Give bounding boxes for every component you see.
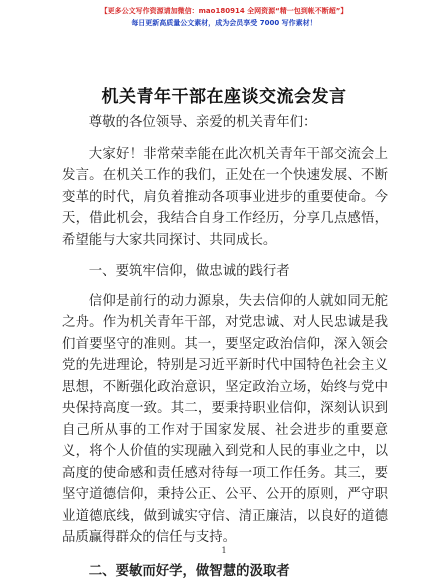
promo-banner — [0, 6, 448, 28]
intro-paragraph: 大家好！非常荣幸能在此次机关青年干部交流会上发言。在机关工作的我们，正处在一个快速发展、不断变革的时代，肩负着推动各项事业进步的重要使命。今天，借此机会，我结合自身工作经历，分享几点感悟，希望能与大家共同探讨、共同成长。 — [62, 144, 388, 252]
salutation: 尊敬的各位领导、亲爱的机关青年们： — [62, 112, 388, 134]
promo-banner-line-1: 【更多公文写作资源请加微信：mao180914 全网资源“精一包到帐不断超”】 — [0, 6, 448, 16]
document-body — [62, 112, 388, 582]
promo-banner-line-2: 每日更新高质量公文素材，成为会员享受 7000 写作素材！ — [0, 18, 448, 28]
document-title: 机关青年干部在座谈交流会发言 — [0, 82, 448, 107]
page-number: 1 — [0, 546, 448, 555]
section-1-heading: 一、要筑牢信仰，做忠诚的践行者 — [62, 261, 388, 283]
section-1-paragraph: 信仰是前行的动力源泉，失去信仰的人就如同无舵之舟。作为机关青年干部，对党忠诚、对人民忠诚是我们首要坚守的准则。其一，要坚定政治信仰，深入领会党的先进理论，特别是习近平新时代中国特色社会主义思想，不断强化政治意识，坚定政治立场，始终与党中央保持高度一致。其二，要秉持职业信仰，深刻认识到自己所从事的工作对于国家发展、社会进步的重要意义，将个人价值的实现融入到党和人民的事业之中，以高度的使命感和责任感对待每一项工作任务。其三，要坚守道德信仰，秉持公正、公平、公开的原则，严守职业道德底线，做到诚实守信、清正廉洁，以良好的道德品质赢得群众的信任与支持。 — [62, 291, 388, 549]
section-2-heading: 二、要敏而好学，做智慧的汲取者 — [62, 561, 388, 582]
